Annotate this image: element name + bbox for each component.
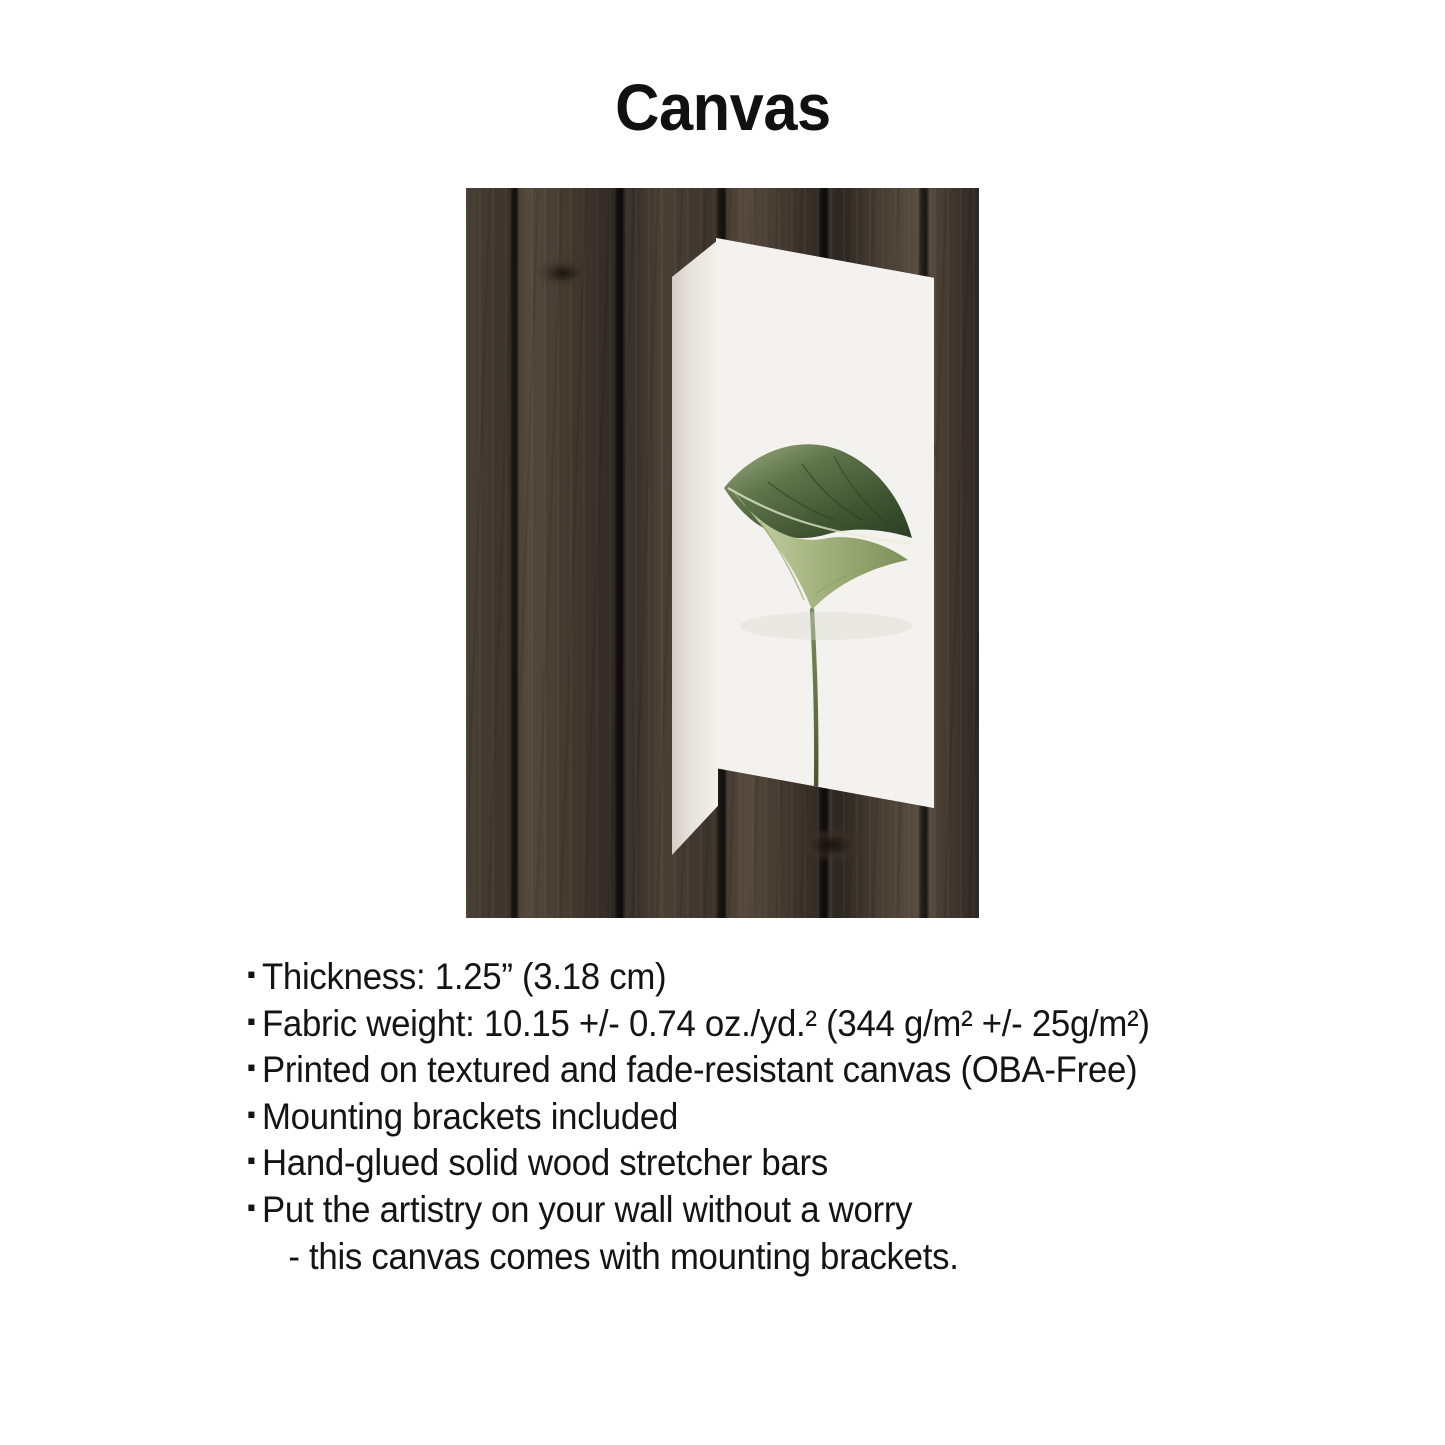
list-item bbox=[246, 1001, 1150, 1048]
spec-fabric-weight: Fabric weight: 10.15 +/- 0.74 oz./yd.² (344 g/m² +/- 25g/m²) bbox=[261, 1002, 1150, 1044]
canvas-front-face bbox=[716, 238, 934, 808]
bullet-icon: ▪ bbox=[246, 1192, 255, 1223]
bullet-icon: ▪ bbox=[246, 1005, 255, 1036]
spec-print-material: Printed on textured and fade-resistant canvas (OBA-Free) bbox=[261, 1049, 1137, 1091]
list-item bbox=[247, 1047, 1146, 1094]
product-image bbox=[466, 188, 979, 918]
specs-list bbox=[243, 954, 1203, 1280]
bullet-icon: ▪ bbox=[246, 1052, 255, 1083]
list-item bbox=[247, 1140, 1146, 1187]
bullet-icon: ▪ bbox=[246, 959, 255, 989]
bullet-icon: ▪ bbox=[246, 1145, 255, 1176]
list-item bbox=[247, 1094, 1146, 1141]
canvas-edge-side bbox=[672, 240, 718, 855]
list-item bbox=[247, 1187, 1146, 1234]
spec-mounting-brackets: Mounting brackets included bbox=[261, 1095, 678, 1137]
spec-thickness: Thickness: 1.25” (3.18 cm) bbox=[261, 956, 666, 997]
spec-artistry-line1: Put the artistry on your wall without a worry bbox=[261, 1189, 912, 1231]
bullet-icon: ▪ bbox=[246, 1098, 255, 1129]
list-item-continuation bbox=[247, 1234, 1146, 1281]
spec-stretcher-bars: Hand-glued solid wood stretcher bars bbox=[261, 1142, 828, 1184]
canvas-print bbox=[466, 188, 979, 918]
page-title: Canvas bbox=[614, 70, 831, 144]
spec-artistry-line2: - this canvas comes with mounting brackets. bbox=[287, 1235, 959, 1277]
leaf-photograph-icon bbox=[716, 238, 934, 808]
list-item bbox=[247, 954, 1146, 1001]
